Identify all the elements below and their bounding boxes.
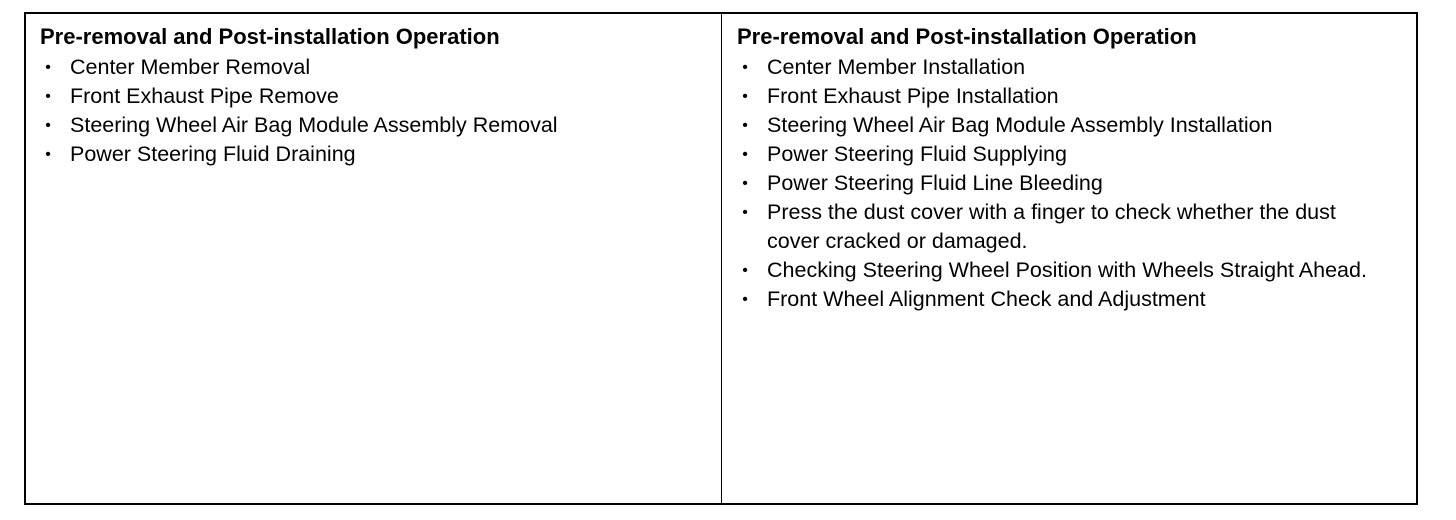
bullet-icon: •	[742, 262, 748, 279]
list-item	[737, 140, 1416, 169]
list-item-text: Front Exhaust Pipe Installation	[767, 84, 1059, 108]
list-item	[40, 82, 721, 111]
removal-column-title: Pre-removal and Post-installation Operation	[40, 24, 500, 49]
list-item-text: Power Steering Fluid Supplying	[767, 142, 1067, 166]
list-item	[737, 82, 1416, 111]
bullet-icon: •	[742, 204, 748, 221]
installation-operation-list	[737, 53, 1416, 314]
bullet-icon: •	[45, 59, 51, 76]
list-item-text: Center Member Removal	[70, 55, 311, 79]
installation-column-title: Pre-removal and Post-installation Operation	[737, 24, 1197, 49]
list-item-text: Steering Wheel Air Bag Module Assembly Removal	[70, 113, 558, 137]
list-item	[40, 53, 721, 82]
list-item-text: Steering Wheel Air Bag Module Assembly Installation	[767, 113, 1273, 137]
list-item-text: Power Steering Fluid Line Bleeding	[767, 171, 1103, 195]
bullet-icon: •	[742, 175, 748, 192]
list-item-text: Checking Steering Wheel Position with Wheels Straight Ahead.	[767, 258, 1367, 282]
list-item-text: Power Steering Fluid Draining	[70, 142, 356, 166]
list-item	[737, 53, 1416, 82]
list-item-text: Press the dust cover with a finger to check whether the dust cover cracked or damaged.	[767, 200, 1336, 253]
list-item	[737, 198, 1416, 256]
installation-column	[722, 14, 1416, 503]
list-item	[40, 140, 721, 169]
list-item-text: Front Wheel Alignment Check and Adjustment	[767, 287, 1206, 311]
bullet-icon: •	[45, 88, 51, 105]
list-item	[737, 169, 1416, 198]
operations-table	[24, 12, 1418, 505]
list-item-text: Center Member Installation	[767, 55, 1026, 79]
bullet-icon: •	[45, 146, 51, 163]
bullet-icon: •	[45, 117, 51, 134]
list-item-text: Front Exhaust Pipe Remove	[70, 84, 339, 108]
list-item	[40, 111, 721, 140]
bullet-icon: •	[742, 88, 748, 105]
list-item	[737, 285, 1416, 314]
removal-column	[26, 14, 722, 503]
list-item	[737, 256, 1416, 285]
list-item	[737, 111, 1416, 140]
bullet-icon: •	[742, 117, 748, 134]
bullet-icon: •	[742, 59, 748, 76]
bullet-icon: •	[742, 146, 748, 163]
bullet-icon: •	[742, 291, 748, 308]
removal-operation-list	[40, 53, 721, 169]
